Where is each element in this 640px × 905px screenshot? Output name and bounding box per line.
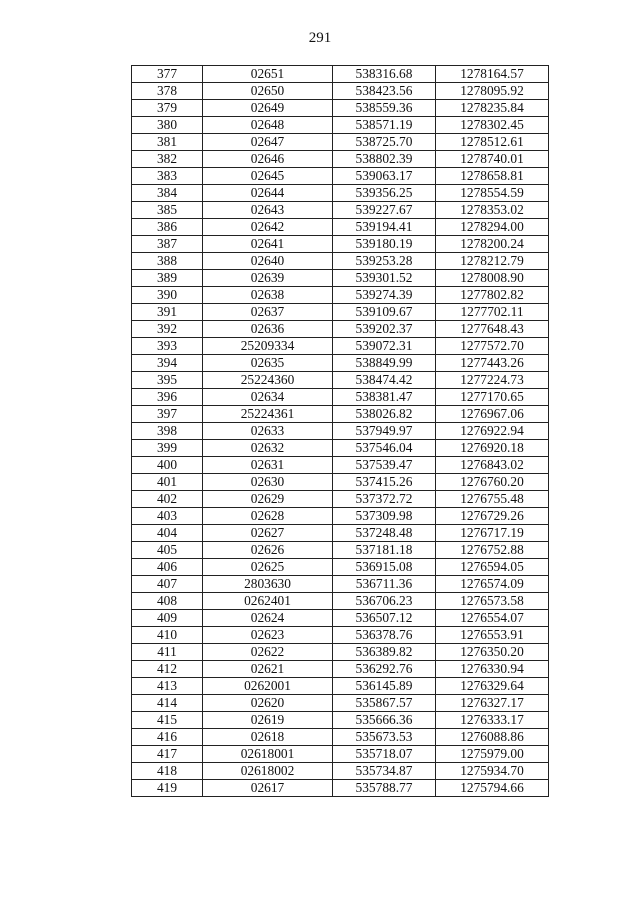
x-coordinate-cell: 539253.28 bbox=[333, 253, 436, 270]
y-coordinate-cell: 1278740.01 bbox=[436, 151, 549, 168]
y-coordinate-cell: 1277648.43 bbox=[436, 321, 549, 338]
point-id-cell: 02629 bbox=[203, 491, 333, 508]
coordinates-table bbox=[131, 65, 549, 797]
table-row bbox=[132, 542, 549, 559]
point-id-cell: 02618002 bbox=[203, 763, 333, 780]
x-coordinate-cell: 539227.67 bbox=[333, 202, 436, 219]
table-row bbox=[132, 678, 549, 695]
x-coordinate-cell: 537181.18 bbox=[333, 542, 436, 559]
row-number-cell: 415 bbox=[132, 712, 203, 729]
row-number-cell: 410 bbox=[132, 627, 203, 644]
x-coordinate-cell: 536378.76 bbox=[333, 627, 436, 644]
row-number-cell: 379 bbox=[132, 100, 203, 117]
y-coordinate-cell: 1278008.90 bbox=[436, 270, 549, 287]
y-coordinate-cell: 1278512.61 bbox=[436, 134, 549, 151]
row-number-cell: 401 bbox=[132, 474, 203, 491]
x-coordinate-cell: 537415.26 bbox=[333, 474, 436, 491]
x-coordinate-cell: 539274.39 bbox=[333, 287, 436, 304]
point-id-cell: 02648 bbox=[203, 117, 333, 134]
table-row bbox=[132, 491, 549, 508]
x-coordinate-cell: 537949.97 bbox=[333, 423, 436, 440]
row-number-cell: 399 bbox=[132, 440, 203, 457]
point-id-cell: 02617 bbox=[203, 780, 333, 797]
point-id-cell: 02634 bbox=[203, 389, 333, 406]
x-coordinate-cell: 536706.23 bbox=[333, 593, 436, 610]
point-id-cell: 02646 bbox=[203, 151, 333, 168]
table-row bbox=[132, 644, 549, 661]
y-coordinate-cell: 1275979.00 bbox=[436, 746, 549, 763]
point-id-cell: 02643 bbox=[203, 202, 333, 219]
y-coordinate-cell: 1277702.11 bbox=[436, 304, 549, 321]
row-number-cell: 417 bbox=[132, 746, 203, 763]
y-coordinate-cell: 1276330.94 bbox=[436, 661, 549, 678]
point-id-cell: 02641 bbox=[203, 236, 333, 253]
table-row bbox=[132, 338, 549, 355]
y-coordinate-cell: 1278095.92 bbox=[436, 83, 549, 100]
point-id-cell: 02644 bbox=[203, 185, 333, 202]
point-id-cell: 02619 bbox=[203, 712, 333, 729]
row-number-cell: 406 bbox=[132, 559, 203, 576]
point-id-cell: 02623 bbox=[203, 627, 333, 644]
x-coordinate-cell: 535734.87 bbox=[333, 763, 436, 780]
table-row bbox=[132, 100, 549, 117]
point-id-cell: 02632 bbox=[203, 440, 333, 457]
x-coordinate-cell: 538026.82 bbox=[333, 406, 436, 423]
y-coordinate-cell: 1277170.65 bbox=[436, 389, 549, 406]
point-id-cell: 02633 bbox=[203, 423, 333, 440]
row-number-cell: 389 bbox=[132, 270, 203, 287]
y-coordinate-cell: 1278294.00 bbox=[436, 219, 549, 236]
point-id-cell: 02626 bbox=[203, 542, 333, 559]
row-number-cell: 407 bbox=[132, 576, 203, 593]
y-coordinate-cell: 1278164.57 bbox=[436, 66, 549, 83]
y-coordinate-cell: 1276333.17 bbox=[436, 712, 549, 729]
point-id-cell: 02649 bbox=[203, 100, 333, 117]
row-number-cell: 403 bbox=[132, 508, 203, 525]
x-coordinate-cell: 539301.52 bbox=[333, 270, 436, 287]
row-number-cell: 398 bbox=[132, 423, 203, 440]
y-coordinate-cell: 1276717.19 bbox=[436, 525, 549, 542]
y-coordinate-cell: 1276843.02 bbox=[436, 457, 549, 474]
row-number-cell: 384 bbox=[132, 185, 203, 202]
row-number-cell: 391 bbox=[132, 304, 203, 321]
table-body bbox=[132, 66, 549, 797]
row-number-cell: 414 bbox=[132, 695, 203, 712]
table-row bbox=[132, 457, 549, 474]
row-number-cell: 412 bbox=[132, 661, 203, 678]
row-number-cell: 411 bbox=[132, 644, 203, 661]
x-coordinate-cell: 536389.82 bbox=[333, 644, 436, 661]
y-coordinate-cell: 1278212.79 bbox=[436, 253, 549, 270]
table-row bbox=[132, 185, 549, 202]
table-row bbox=[132, 202, 549, 219]
table-row bbox=[132, 763, 549, 780]
x-coordinate-cell: 537248.48 bbox=[333, 525, 436, 542]
x-coordinate-cell: 535788.77 bbox=[333, 780, 436, 797]
y-coordinate-cell: 1276967.06 bbox=[436, 406, 549, 423]
table-row bbox=[132, 746, 549, 763]
x-coordinate-cell: 535867.57 bbox=[333, 695, 436, 712]
x-coordinate-cell: 536711.36 bbox=[333, 576, 436, 593]
point-id-cell: 25209334 bbox=[203, 338, 333, 355]
point-id-cell: 02640 bbox=[203, 253, 333, 270]
row-number-cell: 390 bbox=[132, 287, 203, 304]
point-id-cell: 02650 bbox=[203, 83, 333, 100]
y-coordinate-cell: 1276920.18 bbox=[436, 440, 549, 457]
table-row bbox=[132, 151, 549, 168]
y-coordinate-cell: 1278658.81 bbox=[436, 168, 549, 185]
y-coordinate-cell: 1276752.88 bbox=[436, 542, 549, 559]
table-row bbox=[132, 576, 549, 593]
table-row bbox=[132, 440, 549, 457]
point-id-cell: 02624 bbox=[203, 610, 333, 627]
table-row bbox=[132, 134, 549, 151]
y-coordinate-cell: 1276573.58 bbox=[436, 593, 549, 610]
y-coordinate-cell: 1275934.70 bbox=[436, 763, 549, 780]
point-id-cell: 02647 bbox=[203, 134, 333, 151]
table-row bbox=[132, 508, 549, 525]
y-coordinate-cell: 1277572.70 bbox=[436, 338, 549, 355]
point-id-cell: 02630 bbox=[203, 474, 333, 491]
table-row bbox=[132, 406, 549, 423]
x-coordinate-cell: 537372.72 bbox=[333, 491, 436, 508]
point-id-cell: 02618 bbox=[203, 729, 333, 746]
y-coordinate-cell: 1278235.84 bbox=[436, 100, 549, 117]
table-row bbox=[132, 287, 549, 304]
x-coordinate-cell: 538725.70 bbox=[333, 134, 436, 151]
row-number-cell: 392 bbox=[132, 321, 203, 338]
x-coordinate-cell: 538474.42 bbox=[333, 372, 436, 389]
row-number-cell: 393 bbox=[132, 338, 203, 355]
row-number-cell: 380 bbox=[132, 117, 203, 134]
row-number-cell: 402 bbox=[132, 491, 203, 508]
point-id-cell: 02651 bbox=[203, 66, 333, 83]
y-coordinate-cell: 1276760.20 bbox=[436, 474, 549, 491]
row-number-cell: 395 bbox=[132, 372, 203, 389]
y-coordinate-cell: 1277224.73 bbox=[436, 372, 549, 389]
table-row bbox=[132, 610, 549, 627]
x-coordinate-cell: 539202.37 bbox=[333, 321, 436, 338]
y-coordinate-cell: 1277802.82 bbox=[436, 287, 549, 304]
x-coordinate-cell: 539180.19 bbox=[333, 236, 436, 253]
x-coordinate-cell: 538802.39 bbox=[333, 151, 436, 168]
point-id-cell: 02642 bbox=[203, 219, 333, 236]
table-row bbox=[132, 83, 549, 100]
table-row bbox=[132, 389, 549, 406]
point-id-cell: 02636 bbox=[203, 321, 333, 338]
row-number-cell: 377 bbox=[132, 66, 203, 83]
y-coordinate-cell: 1278554.59 bbox=[436, 185, 549, 202]
table-row bbox=[132, 525, 549, 542]
x-coordinate-cell: 536915.08 bbox=[333, 559, 436, 576]
y-coordinate-cell: 1276922.94 bbox=[436, 423, 549, 440]
x-coordinate-cell: 538316.68 bbox=[333, 66, 436, 83]
x-coordinate-cell: 539194.41 bbox=[333, 219, 436, 236]
point-id-cell: 0262401 bbox=[203, 593, 333, 610]
point-id-cell: 25224361 bbox=[203, 406, 333, 423]
y-coordinate-cell: 1276327.17 bbox=[436, 695, 549, 712]
table-row bbox=[132, 219, 549, 236]
table-row bbox=[132, 627, 549, 644]
y-coordinate-cell: 1276755.48 bbox=[436, 491, 549, 508]
row-number-cell: 397 bbox=[132, 406, 203, 423]
row-number-cell: 408 bbox=[132, 593, 203, 610]
point-id-cell: 2803630 bbox=[203, 576, 333, 593]
table-row bbox=[132, 559, 549, 576]
x-coordinate-cell: 538571.19 bbox=[333, 117, 436, 134]
row-number-cell: 405 bbox=[132, 542, 203, 559]
point-id-cell: 02620 bbox=[203, 695, 333, 712]
point-id-cell: 02627 bbox=[203, 525, 333, 542]
x-coordinate-cell: 535673.53 bbox=[333, 729, 436, 746]
point-id-cell: 02618001 bbox=[203, 746, 333, 763]
table-row bbox=[132, 236, 549, 253]
row-number-cell: 378 bbox=[132, 83, 203, 100]
row-number-cell: 413 bbox=[132, 678, 203, 695]
table-row bbox=[132, 661, 549, 678]
table-row bbox=[132, 168, 549, 185]
y-coordinate-cell: 1276088.86 bbox=[436, 729, 549, 746]
table-row bbox=[132, 304, 549, 321]
row-number-cell: 396 bbox=[132, 389, 203, 406]
row-number-cell: 419 bbox=[132, 780, 203, 797]
x-coordinate-cell: 539063.17 bbox=[333, 168, 436, 185]
x-coordinate-cell: 538381.47 bbox=[333, 389, 436, 406]
y-coordinate-cell: 1278353.02 bbox=[436, 202, 549, 219]
row-number-cell: 382 bbox=[132, 151, 203, 168]
point-id-cell: 02628 bbox=[203, 508, 333, 525]
row-number-cell: 381 bbox=[132, 134, 203, 151]
y-coordinate-cell: 1276350.20 bbox=[436, 644, 549, 661]
row-number-cell: 387 bbox=[132, 236, 203, 253]
row-number-cell: 388 bbox=[132, 253, 203, 270]
table-row bbox=[132, 593, 549, 610]
table-row bbox=[132, 66, 549, 83]
point-id-cell: 02621 bbox=[203, 661, 333, 678]
row-number-cell: 418 bbox=[132, 763, 203, 780]
x-coordinate-cell: 535718.07 bbox=[333, 746, 436, 763]
x-coordinate-cell: 539072.31 bbox=[333, 338, 436, 355]
x-coordinate-cell: 535666.36 bbox=[333, 712, 436, 729]
point-id-cell: 02639 bbox=[203, 270, 333, 287]
x-coordinate-cell: 538559.36 bbox=[333, 100, 436, 117]
point-id-cell: 02625 bbox=[203, 559, 333, 576]
table-row bbox=[132, 117, 549, 134]
row-number-cell: 394 bbox=[132, 355, 203, 372]
y-coordinate-cell: 1276553.91 bbox=[436, 627, 549, 644]
table-row bbox=[132, 712, 549, 729]
row-number-cell: 409 bbox=[132, 610, 203, 627]
point-id-cell: 02638 bbox=[203, 287, 333, 304]
x-coordinate-cell: 537309.98 bbox=[333, 508, 436, 525]
point-id-cell: 02631 bbox=[203, 457, 333, 474]
point-id-cell: 02637 bbox=[203, 304, 333, 321]
table-row bbox=[132, 321, 549, 338]
y-coordinate-cell: 1276554.07 bbox=[436, 610, 549, 627]
x-coordinate-cell: 537546.04 bbox=[333, 440, 436, 457]
y-coordinate-cell: 1276729.26 bbox=[436, 508, 549, 525]
table-row bbox=[132, 780, 549, 797]
row-number-cell: 404 bbox=[132, 525, 203, 542]
x-coordinate-cell: 538849.99 bbox=[333, 355, 436, 372]
x-coordinate-cell: 538423.56 bbox=[333, 83, 436, 100]
x-coordinate-cell: 539109.67 bbox=[333, 304, 436, 321]
x-coordinate-cell: 539356.25 bbox=[333, 185, 436, 202]
y-coordinate-cell: 1276329.64 bbox=[436, 678, 549, 695]
table-row bbox=[132, 474, 549, 491]
row-number-cell: 400 bbox=[132, 457, 203, 474]
y-coordinate-cell: 1275794.66 bbox=[436, 780, 549, 797]
point-id-cell: 0262001 bbox=[203, 678, 333, 695]
table-row bbox=[132, 270, 549, 287]
y-coordinate-cell: 1278200.24 bbox=[436, 236, 549, 253]
row-number-cell: 383 bbox=[132, 168, 203, 185]
row-number-cell: 386 bbox=[132, 219, 203, 236]
point-id-cell: 02645 bbox=[203, 168, 333, 185]
x-coordinate-cell: 537539.47 bbox=[333, 457, 436, 474]
table-row bbox=[132, 372, 549, 389]
point-id-cell: 02635 bbox=[203, 355, 333, 372]
page-number: 291 bbox=[308, 30, 332, 46]
y-coordinate-cell: 1277443.26 bbox=[436, 355, 549, 372]
x-coordinate-cell: 536145.89 bbox=[333, 678, 436, 695]
x-coordinate-cell: 536507.12 bbox=[333, 610, 436, 627]
table-row bbox=[132, 729, 549, 746]
table-row bbox=[132, 423, 549, 440]
point-id-cell: 02622 bbox=[203, 644, 333, 661]
y-coordinate-cell: 1276574.09 bbox=[436, 576, 549, 593]
x-coordinate-cell: 536292.76 bbox=[333, 661, 436, 678]
point-id-cell: 25224360 bbox=[203, 372, 333, 389]
table-row bbox=[132, 253, 549, 270]
row-number-cell: 416 bbox=[132, 729, 203, 746]
table-row bbox=[132, 695, 549, 712]
row-number-cell: 385 bbox=[132, 202, 203, 219]
y-coordinate-cell: 1276594.05 bbox=[436, 559, 549, 576]
y-coordinate-cell: 1278302.45 bbox=[436, 117, 549, 134]
table-row bbox=[132, 355, 549, 372]
